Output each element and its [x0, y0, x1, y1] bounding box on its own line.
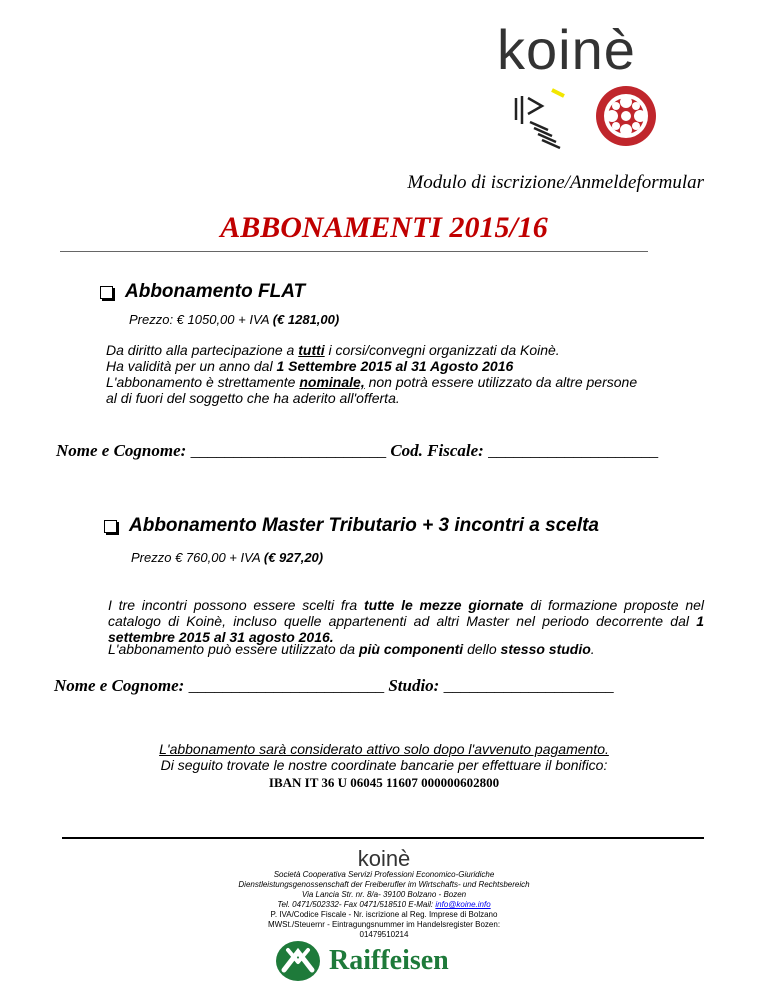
name-field[interactable]: _______________________ — [190, 441, 387, 460]
flat-price — [129, 312, 339, 327]
form-subtitle: Modulo di iscrizione/Anmeldeformular — [407, 172, 704, 193]
studio-field[interactable]: ____________________ — [443, 676, 614, 695]
footer-company-info — [0, 870, 768, 940]
logo-text: koinè — [497, 18, 636, 81]
master-usage: L'abbonamento può essere utilizzato da più componenti dello stesso studio. — [108, 641, 595, 657]
fiscal-code-field[interactable]: ____________________ — [488, 441, 659, 460]
iban: IBAN IT 36 U 06045 11607 000000602800 — [268, 775, 500, 790]
logo-emblems — [508, 84, 668, 154]
master-componenti: più componenti — [358, 641, 464, 657]
master-price-prefix: Prezzo € 760,00 + IVA — [131, 550, 264, 565]
footer-divider — [62, 837, 704, 839]
flat-line-3: L'abbonamento è strettamente nominale, non potrà essere utilizzato da altre persone — [106, 374, 638, 390]
name-label: Nome e Cognome: — [56, 441, 187, 460]
title-divider — [60, 251, 648, 252]
master-price — [131, 550, 323, 565]
seal-icon — [596, 86, 656, 146]
master-price-total: (€ 927,20) — [263, 550, 324, 565]
name-label: Nome e Cognome: — [54, 676, 185, 695]
footer-line-3: Via Lancia Str. nr. 8/a- 39100 Bolzano - Bozen — [301, 890, 467, 899]
footer-line-7: 01479510214 — [359, 930, 409, 939]
master-studio: stesso studio — [500, 641, 591, 657]
flat-checkbox[interactable] — [100, 286, 113, 299]
footer-line-4: Tel. 0471/502332- Fax 0471/518510 E-Mail: info@koine.info — [277, 900, 491, 909]
footer-line-5: P. IVA/Codice Fiscale - Nr. iscrizione al Reg. Imprese di Bolzano — [270, 910, 498, 919]
footer-line-2: Dienstleistungsgenossenschaft der Freiberufler im Wirtschafts- und Rechtsbereich — [238, 880, 530, 889]
flat-line-2: Ha validità per un anno dal 1 Settembre 2015 al 31 Agosto 2016 — [106, 358, 514, 374]
raiffeisen-icon — [275, 940, 321, 982]
payment-note-activation: L'abbonamento sarà considerato attivo solo dopo l'avvenuto pagamento. — [159, 741, 609, 757]
master-period: 1 settembre 2015 al 31 agosto 2016. — [108, 613, 704, 645]
studio-label: Studio: — [388, 676, 440, 695]
payment-note — [0, 741, 768, 773]
book-icon — [516, 90, 564, 148]
footer-line-1: Società Cooperativa Servizi Professioni Economico-Giuridiche — [273, 870, 495, 879]
master-mezze-giornate: tutte le mezze giornate — [363, 597, 524, 613]
payment-note-bank: Di seguito trovate le nostre coordinate bancarie per effettuare il bonifico: — [160, 757, 608, 773]
footer-logo: koinè — [357, 846, 411, 871]
flat-line-1: Da diritto alla partecipazione a tutti i corsi/convegni organizzati da Koinè. — [106, 342, 560, 358]
flat-heading — [100, 281, 305, 303]
flat-nominale: nominale, — [299, 374, 365, 390]
master-description: I tre incontri possono essere scelti fra tutte le mezze giornate di formazione proposte nel catalogo di Koinè, incluso quelle appartenenti ad altri Master nel periodo decorrente dal 1 settembre 2015 al 31 agosto 2016. — [108, 597, 705, 645]
flat-form-line — [56, 441, 658, 461]
koine-logo — [497, 18, 636, 81]
flat-price-total: (€ 1281,00) — [272, 312, 340, 327]
master-heading-label: Abbonamento Master Tributario + 3 incontri a scelta — [129, 515, 599, 536]
footer-line-6: MWSt./Steuernr - Eintragungsnummer im Handelsregister Bozen: — [267, 920, 501, 929]
master-form-line — [54, 676, 614, 696]
flat-tutti: tutti — [298, 342, 325, 358]
name-field[interactable]: _______________________ — [188, 676, 385, 695]
master-heading — [104, 515, 599, 537]
flat-description — [106, 342, 706, 406]
email-link[interactable]: info@koine.info — [435, 900, 491, 909]
fiscal-code-label: Cod. Fiscale: — [390, 441, 484, 460]
page-title: ABBONAMENTI 2015/16 — [220, 211, 548, 244]
raiffeisen-logo — [275, 940, 449, 982]
flat-line-4: al di fuori del soggetto che ha aderito all'offerta. — [106, 390, 400, 406]
bank-name: Raiffeisen — [329, 945, 449, 976]
flat-validity: 1 Settembre 2015 al 31 Agosto 2016 — [276, 358, 514, 374]
flat-heading-label: Abbonamento FLAT — [125, 281, 306, 302]
master-checkbox[interactable] — [104, 520, 117, 533]
flat-price-prefix: Prezzo: € 1050,00 + IVA — [129, 312, 273, 327]
